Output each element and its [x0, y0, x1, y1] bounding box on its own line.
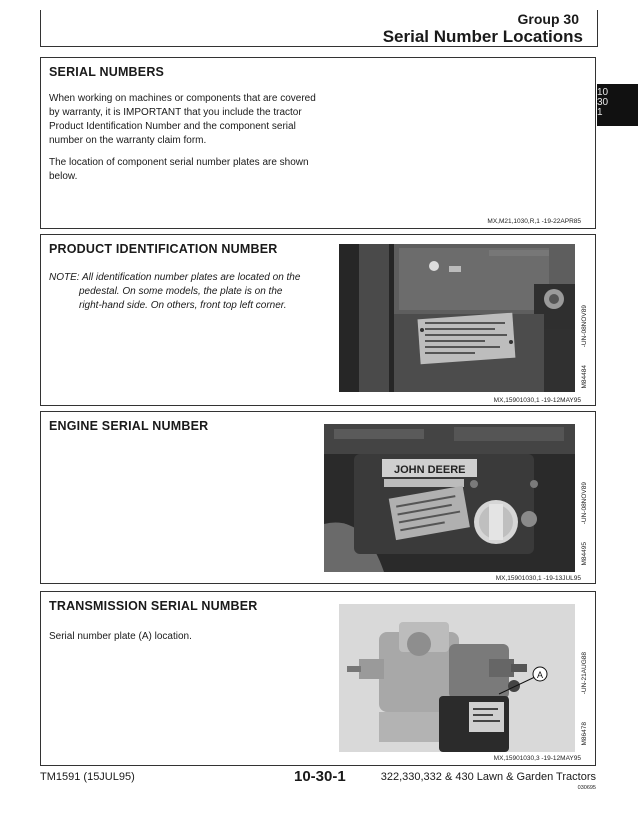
photo-code-label: M84495 — [581, 542, 588, 566]
page-header — [40, 10, 598, 47]
pin-plate-photo — [339, 244, 575, 392]
model-list: 322,330,332 & 430 Lawn & Garden Tractors — [380, 771, 596, 783]
photo-date-label: -UN-21AUG88 — [581, 652, 588, 695]
section-body — [49, 630, 329, 652]
paragraph: The location of component serial number plates are shown below. — [49, 157, 309, 182]
section-tab — [597, 84, 638, 126]
paragraph: When working on machines or components that are covered by warranty, it is IMPORTANT that you include the tractor Product Identification Number and the component serial number on the warranty claim form. — [49, 93, 316, 146]
tab-line-2: 30 — [597, 97, 609, 108]
photo-code-label: M84484 — [581, 365, 588, 389]
callout-a: A — [537, 670, 544, 680]
engine-plate-photo — [324, 424, 575, 572]
tab-line-1: 10 — [597, 87, 609, 98]
manual-id: TM1591 (15JUL95) — [40, 771, 135, 783]
photo-date-label: -UN-08NOV89 — [581, 482, 588, 525]
note-line: NOTE: All identification number plates are located on the — [49, 272, 301, 283]
note-line: pedestal. On some models, the plate is on the — [79, 286, 283, 297]
section-heading: ENGINE SERIAL NUMBER — [49, 419, 209, 433]
serial-numbers-section — [40, 57, 596, 229]
page-number: 10-30-1 — [294, 768, 346, 785]
reference-code: MX,15901030,3 -19-12MAY95 — [493, 755, 581, 762]
footer-code: 030695 — [577, 785, 596, 791]
paragraph: Serial number plate (A) location. — [49, 631, 192, 642]
page-footer — [40, 764, 596, 794]
transmission-serial-section — [40, 591, 596, 766]
reference-code: MX,15901030,1 -19-12MAY95 — [493, 397, 581, 404]
plate-brand-text: JOHN DEERE — [394, 464, 466, 476]
note-text — [49, 271, 339, 313]
photo-date-label: -UN-08NOV89 — [581, 305, 588, 348]
section-heading: SERIAL NUMBERS — [49, 65, 165, 79]
tab-line-3: 1 — [597, 107, 603, 118]
note-line: right-hand side. On others, front top left corner. — [79, 300, 287, 311]
reference-code: MX,15901030,1 -19-13JUL95 — [495, 575, 581, 582]
group-title: Group 30 — [517, 11, 579, 27]
pin-section — [40, 234, 596, 406]
photo-code-label: M86478 — [581, 722, 588, 746]
section-heading: TRANSMISSION SERIAL NUMBER — [49, 599, 258, 613]
reference-code: MX,M21,1030,R,1 -19-22APR85 — [487, 218, 581, 225]
section-heading: PRODUCT IDENTIFICATION NUMBER — [49, 242, 278, 256]
section-body — [49, 92, 319, 192]
engine-serial-section — [40, 411, 596, 584]
transmission-photo — [339, 604, 575, 752]
page-title: Serial Number Locations — [382, 27, 583, 46]
